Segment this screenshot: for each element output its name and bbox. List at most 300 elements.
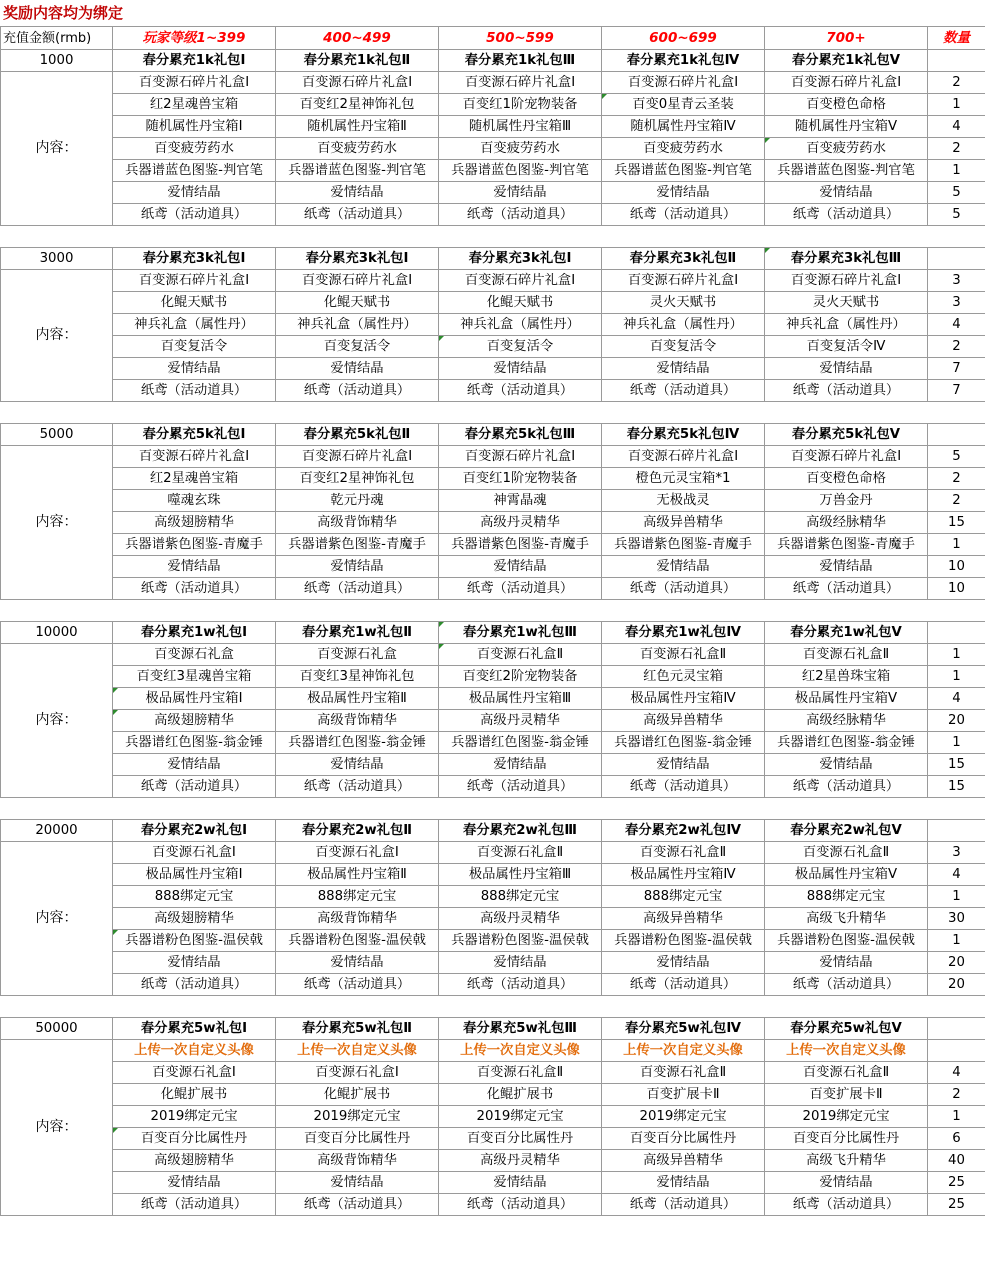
- reward-item[interactable]: 百变红2星神饰礼包: [276, 94, 439, 116]
- package-name[interactable]: 春分累充1k礼包Ⅲ: [439, 50, 602, 72]
- reward-item[interactable]: 爱情结晶: [113, 1172, 276, 1194]
- reward-item[interactable]: 百变源石礼盒Ⅱ: [602, 1062, 765, 1084]
- reward-item[interactable]: 百变复活令: [439, 336, 602, 358]
- reward-item[interactable]: 高级经脉精华: [765, 512, 928, 534]
- reward-item[interactable]: 百变百分比属性丹: [765, 1128, 928, 1150]
- reward-item[interactable]: 百变源石碎片礼盒Ⅰ: [113, 72, 276, 94]
- package-name[interactable]: 春分累充1k礼包Ⅳ: [602, 50, 765, 72]
- reward-item[interactable]: 纸鸢（活动道具）: [765, 204, 928, 226]
- reward-item[interactable]: 纸鸢（活动道具）: [765, 380, 928, 402]
- reward-item[interactable]: 乾元丹魂: [276, 490, 439, 512]
- reward-item[interactable]: 纸鸢（活动道具）: [276, 776, 439, 798]
- reward-item[interactable]: 高级异兽精华: [602, 1150, 765, 1172]
- reward-item[interactable]: 百变复活令: [602, 336, 765, 358]
- reward-item[interactable]: 百变红2阶宠物装备: [439, 666, 602, 688]
- reward-item[interactable]: 爱情结晶: [765, 1172, 928, 1194]
- reward-item[interactable]: 纸鸢（活动道具）: [276, 204, 439, 226]
- reward-item[interactable]: 百变红1阶宠物装备: [439, 468, 602, 490]
- reward-item[interactable]: 高级背饰精华: [276, 710, 439, 732]
- content-label[interactable]: 内容：: [1, 842, 113, 996]
- reward-item[interactable]: 爱情结晶: [765, 358, 928, 380]
- reward-item[interactable]: 爱情结晶: [765, 556, 928, 578]
- level-header[interactable]: 600~699: [602, 27, 765, 50]
- reward-item[interactable]: 爱情结晶: [602, 182, 765, 204]
- reward-quantity[interactable]: 4: [928, 1062, 985, 1084]
- reward-item[interactable]: 百变源石碎片礼盒Ⅰ: [765, 270, 928, 292]
- reward-item[interactable]: 兵器谱红色图鉴-翁金锤: [765, 732, 928, 754]
- reward-item[interactable]: 纸鸢（活动道具）: [602, 974, 765, 996]
- package-name[interactable]: 春分累充2w礼包Ⅲ: [439, 820, 602, 842]
- reward-item[interactable]: 百变疲劳药水: [602, 138, 765, 160]
- package-name[interactable]: 春分累充2w礼包I: [113, 820, 276, 842]
- reward-item[interactable]: 纸鸢（活动道具）: [276, 380, 439, 402]
- package-name[interactable]: 春分累充1w礼包I: [113, 622, 276, 644]
- reward-item[interactable]: 纸鸢（活动道具）: [602, 380, 765, 402]
- reward-item[interactable]: 高级异兽精华: [602, 512, 765, 534]
- reward-item[interactable]: 纸鸢（活动道具）: [113, 974, 276, 996]
- reward-quantity[interactable]: 30: [928, 908, 985, 930]
- reward-item[interactable]: 爱情结晶: [276, 358, 439, 380]
- reward-quantity[interactable]: 1: [928, 94, 985, 116]
- reward-item[interactable]: 爱情结晶: [113, 358, 276, 380]
- reward-quantity[interactable]: 3: [928, 842, 985, 864]
- reward-quantity[interactable]: 2: [928, 138, 985, 160]
- reward-item[interactable]: 纸鸢（活动道具）: [276, 974, 439, 996]
- reward-item[interactable]: 纸鸢（活动道具）: [113, 380, 276, 402]
- package-name[interactable]: 春分累充5w礼包Ⅲ: [439, 1018, 602, 1040]
- reward-item[interactable]: 爱情结晶: [439, 358, 602, 380]
- reward-quantity[interactable]: 2: [928, 72, 985, 94]
- reward-item[interactable]: 极品属性丹宝箱Ⅳ: [602, 864, 765, 886]
- reward-item[interactable]: 百变扩展卡Ⅱ: [602, 1084, 765, 1106]
- reward-item[interactable]: 神霄晶魂: [439, 490, 602, 512]
- package-name[interactable]: 春分累充3k礼包I: [439, 248, 602, 270]
- recharge-amount[interactable]: 50000: [1, 1018, 113, 1040]
- reward-item[interactable]: 纸鸢（活动道具）: [602, 776, 765, 798]
- reward-quantity[interactable]: 7: [928, 380, 985, 402]
- reward-item[interactable]: 纸鸢（活动道具）: [113, 1194, 276, 1216]
- quantity-cell[interactable]: [928, 622, 985, 644]
- reward-item[interactable]: 百变复活令: [276, 336, 439, 358]
- reward-item[interactable]: 爱情结晶: [276, 1172, 439, 1194]
- reward-item[interactable]: 纸鸢（活动道具）: [439, 776, 602, 798]
- reward-item[interactable]: 百变源石碎片礼盒Ⅰ: [439, 270, 602, 292]
- content-label[interactable]: 内容：: [1, 644, 113, 798]
- reward-item[interactable]: 化鲲天赋书: [276, 292, 439, 314]
- reward-item[interactable]: 爱情结晶: [439, 556, 602, 578]
- reward-item[interactable]: 百变源石碎片礼盒Ⅰ: [276, 72, 439, 94]
- reward-quantity[interactable]: 4: [928, 864, 985, 886]
- reward-item[interactable]: 神兵礼盒（属性丹）: [439, 314, 602, 336]
- reward-item[interactable]: 百变源石礼盒Ⅱ: [439, 644, 602, 666]
- reward-item[interactable]: 百变源石碎片礼盒Ⅰ: [276, 446, 439, 468]
- reward-item[interactable]: 纸鸢（活动道具）: [113, 578, 276, 600]
- reward-item[interactable]: 纸鸢（活动道具）: [439, 380, 602, 402]
- reward-quantity[interactable]: 7: [928, 358, 985, 380]
- level-header[interactable]: 玩家等级1~399: [113, 27, 276, 50]
- reward-item[interactable]: 高级异兽精华: [602, 908, 765, 930]
- reward-item[interactable]: 纸鸢（活动道具）: [113, 776, 276, 798]
- reward-item[interactable]: 兵器谱粉色图鉴-温侯戟: [276, 930, 439, 952]
- reward-item[interactable]: 爱情结晶: [113, 952, 276, 974]
- reward-item[interactable]: 随机属性丹宝箱Ⅳ: [602, 116, 765, 138]
- reward-item[interactable]: 百变疲劳药水: [439, 138, 602, 160]
- package-name[interactable]: 春分累充2w礼包Ⅳ: [602, 820, 765, 842]
- reward-item[interactable]: 极品属性丹宝箱Ⅱ: [276, 688, 439, 710]
- reward-item[interactable]: 爱情结晶: [439, 182, 602, 204]
- package-name[interactable]: 春分累充3k礼包I: [276, 248, 439, 270]
- reward-item[interactable]: 爱情结晶: [276, 182, 439, 204]
- reward-item[interactable]: 红色元灵宝箱: [602, 666, 765, 688]
- reward-item[interactable]: 神兵礼盒（属性丹）: [276, 314, 439, 336]
- reward-quantity[interactable]: 1: [928, 1106, 985, 1128]
- reward-item[interactable]: 兵器谱粉色图鉴-温侯戟: [765, 930, 928, 952]
- reward-item[interactable]: 百变源石礼盒Ⅱ: [602, 842, 765, 864]
- reward-item[interactable]: 百变扩展卡Ⅱ: [765, 1084, 928, 1106]
- reward-quantity[interactable]: 25: [928, 1172, 985, 1194]
- reward-item[interactable]: 百变百分比属性丹: [439, 1128, 602, 1150]
- reward-item[interactable]: 高级翅膀精华: [113, 1150, 276, 1172]
- content-label[interactable]: 内容：: [1, 446, 113, 600]
- recharge-amount[interactable]: 3000: [1, 248, 113, 270]
- reward-item[interactable]: 红2星魂兽宝箱: [113, 468, 276, 490]
- reward-item[interactable]: 百变百分比属性丹: [276, 1128, 439, 1150]
- reward-item[interactable]: 百变源石礼盒Ⅰ: [113, 842, 276, 864]
- reward-item[interactable]: 化鲲扩展书: [276, 1084, 439, 1106]
- recharge-amount[interactable]: 5000: [1, 424, 113, 446]
- reward-item[interactable]: 爱情结晶: [602, 952, 765, 974]
- reward-item[interactable]: 爱情结晶: [602, 556, 765, 578]
- content-label[interactable]: 内容：: [1, 72, 113, 226]
- reward-item[interactable]: 高级丹灵精华: [439, 1150, 602, 1172]
- reward-item[interactable]: 兵器谱紫色图鉴-青魔手: [113, 534, 276, 556]
- reward-item[interactable]: 化鲲天赋书: [113, 292, 276, 314]
- reward-item[interactable]: 百变源石碎片礼盒Ⅰ: [439, 446, 602, 468]
- reward-item[interactable]: 爱情结晶: [439, 952, 602, 974]
- package-name[interactable]: 春分累充3k礼包I: [113, 248, 276, 270]
- reward-item[interactable]: 兵器谱蓝色图鉴-判官笔: [602, 160, 765, 182]
- reward-item[interactable]: 高级飞升精华: [765, 908, 928, 930]
- reward-item[interactable]: 百变红1阶宠物装备: [439, 94, 602, 116]
- reward-item[interactable]: 百变百分比属性丹: [602, 1128, 765, 1150]
- reward-item[interactable]: 百变源石礼盒Ⅱ: [602, 644, 765, 666]
- reward-item[interactable]: 兵器谱蓝色图鉴-判官笔: [765, 160, 928, 182]
- package-name[interactable]: 春分累充5k礼包I: [113, 424, 276, 446]
- reward-item[interactable]: 纸鸢（活动道具）: [439, 578, 602, 600]
- reward-item[interactable]: 红2星魂兽宝箱: [113, 94, 276, 116]
- reward-item[interactable]: 高级翅膀精华: [113, 710, 276, 732]
- reward-item[interactable]: 极品属性丹宝箱Ⅰ: [113, 688, 276, 710]
- reward-item[interactable]: 高级丹灵精华: [439, 908, 602, 930]
- reward-item[interactable]: 百变源石礼盒Ⅱ: [765, 1062, 928, 1084]
- reward-item[interactable]: 888绑定元宝: [439, 886, 602, 908]
- reward-item[interactable]: 极品属性丹宝箱Ⅱ: [276, 864, 439, 886]
- quantity-cell[interactable]: [928, 424, 985, 446]
- recharge-amount[interactable]: 1000: [1, 50, 113, 72]
- reward-item[interactable]: 纸鸢（活动道具）: [765, 578, 928, 600]
- reward-item[interactable]: 兵器谱红色图鉴-翁金锤: [276, 732, 439, 754]
- reward-item[interactable]: 百变复活令: [113, 336, 276, 358]
- reward-quantity[interactable]: 1: [928, 534, 985, 556]
- special-reward[interactable]: 上传一次自定义头像: [765, 1040, 928, 1062]
- reward-item[interactable]: 兵器谱紫色图鉴-青魔手: [276, 534, 439, 556]
- reward-item[interactable]: 百变源石礼盒Ⅱ: [439, 842, 602, 864]
- reward-item[interactable]: 纸鸢（活动道具）: [439, 1194, 602, 1216]
- quantity-header[interactable]: 数量: [928, 27, 985, 50]
- reward-item[interactable]: 爱情结晶: [602, 358, 765, 380]
- reward-item[interactable]: 百变源石碎片礼盒Ⅰ: [439, 72, 602, 94]
- package-name[interactable]: 春分累充1k礼包Ⅴ: [765, 50, 928, 72]
- quantity-cell[interactable]: [928, 50, 985, 72]
- reward-item[interactable]: 百变疲劳药水: [113, 138, 276, 160]
- reward-item[interactable]: 百变百分比属性丹: [113, 1128, 276, 1150]
- quantity-cell[interactable]: [928, 248, 985, 270]
- reward-quantity[interactable]: 15: [928, 776, 985, 798]
- reward-item[interactable]: 神兵礼盒（属性丹）: [602, 314, 765, 336]
- reward-item[interactable]: 纸鸢（活动道具）: [602, 578, 765, 600]
- package-name[interactable]: 春分累充5w礼包Ⅱ: [276, 1018, 439, 1040]
- reward-item[interactable]: 2019绑定元宝: [276, 1106, 439, 1128]
- reward-item[interactable]: 888绑定元宝: [765, 886, 928, 908]
- reward-quantity[interactable]: 15: [928, 512, 985, 534]
- reward-quantity[interactable]: 1: [928, 930, 985, 952]
- special-reward[interactable]: 上传一次自定义头像: [602, 1040, 765, 1062]
- reward-item[interactable]: 888绑定元宝: [602, 886, 765, 908]
- special-reward[interactable]: 上传一次自定义头像: [276, 1040, 439, 1062]
- reward-quantity[interactable]: 3: [928, 292, 985, 314]
- reward-item[interactable]: 百变复活令Ⅳ: [765, 336, 928, 358]
- package-name[interactable]: 春分累充2w礼包Ⅴ: [765, 820, 928, 842]
- reward-item[interactable]: 百变源石礼盒Ⅰ: [276, 1062, 439, 1084]
- reward-item[interactable]: 极品属性丹宝箱Ⅴ: [765, 688, 928, 710]
- package-name[interactable]: 春分累充3k礼包Ⅱ: [602, 248, 765, 270]
- quantity-cell[interactable]: [928, 1040, 985, 1062]
- reward-item[interactable]: 噬魂玄珠: [113, 490, 276, 512]
- reward-quantity[interactable]: 6: [928, 1128, 985, 1150]
- reward-item[interactable]: 888绑定元宝: [276, 886, 439, 908]
- reward-item[interactable]: 高级丹灵精华: [439, 512, 602, 534]
- reward-item[interactable]: 随机属性丹宝箱Ⅴ: [765, 116, 928, 138]
- reward-item[interactable]: 兵器谱红色图鉴-翁金锤: [439, 732, 602, 754]
- reward-item[interactable]: 百变源石碎片礼盒Ⅰ: [602, 270, 765, 292]
- reward-item[interactable]: 灵火天赋书: [602, 292, 765, 314]
- reward-item[interactable]: 神兵礼盒（属性丹）: [765, 314, 928, 336]
- reward-quantity[interactable]: 1: [928, 666, 985, 688]
- reward-item[interactable]: 爱情结晶: [276, 952, 439, 974]
- reward-item[interactable]: 纸鸢（活动道具）: [439, 204, 602, 226]
- reward-item[interactable]: 百变疲劳药水: [276, 138, 439, 160]
- reward-item[interactable]: 纸鸢（活动道具）: [113, 204, 276, 226]
- reward-quantity[interactable]: 15: [928, 754, 985, 776]
- reward-item[interactable]: 高级翅膀精华: [113, 512, 276, 534]
- package-name[interactable]: 春分累充1k礼包Ⅱ: [276, 50, 439, 72]
- reward-item[interactable]: 灵火天赋书: [765, 292, 928, 314]
- reward-item[interactable]: 百变源石碎片礼盒Ⅰ: [113, 446, 276, 468]
- reward-item[interactable]: 纸鸢（活动道具）: [602, 1194, 765, 1216]
- reward-item[interactable]: 高级背饰精华: [276, 512, 439, 534]
- reward-quantity[interactable]: 3: [928, 270, 985, 292]
- reward-item[interactable]: 万兽金丹: [765, 490, 928, 512]
- reward-item[interactable]: 兵器谱粉色图鉴-温侯戟: [113, 930, 276, 952]
- reward-item[interactable]: 爱情结晶: [439, 1172, 602, 1194]
- reward-item[interactable]: 2019绑定元宝: [113, 1106, 276, 1128]
- reward-item[interactable]: 极品属性丹宝箱Ⅴ: [765, 864, 928, 886]
- reward-quantity[interactable]: 5: [928, 446, 985, 468]
- special-reward[interactable]: 上传一次自定义头像: [113, 1040, 276, 1062]
- package-name[interactable]: 春分累充5k礼包Ⅳ: [602, 424, 765, 446]
- reward-item[interactable]: 2019绑定元宝: [765, 1106, 928, 1128]
- reward-item[interactable]: 百变红3星魂兽宝箱: [113, 666, 276, 688]
- reward-item[interactable]: 纸鸢（活动道具）: [276, 1194, 439, 1216]
- reward-item[interactable]: 爱情结晶: [602, 1172, 765, 1194]
- package-name[interactable]: 春分累充5k礼包Ⅲ: [439, 424, 602, 446]
- reward-quantity[interactable]: 2: [928, 468, 985, 490]
- reward-quantity[interactable]: 4: [928, 116, 985, 138]
- package-name[interactable]: 春分累充5w礼包Ⅳ: [602, 1018, 765, 1040]
- reward-item[interactable]: 百变源石碎片礼盒Ⅰ: [602, 446, 765, 468]
- reward-item[interactable]: 百变0星青云圣装: [602, 94, 765, 116]
- reward-item[interactable]: 百变橙色命格: [765, 94, 928, 116]
- reward-item[interactable]: 随机属性丹宝箱Ⅱ: [276, 116, 439, 138]
- reward-quantity[interactable]: 4: [928, 314, 985, 336]
- reward-item[interactable]: 百变源石礼盒Ⅱ: [765, 842, 928, 864]
- reward-item[interactable]: 兵器谱红色图鉴-翁金锤: [602, 732, 765, 754]
- reward-item[interactable]: 红2星兽珠宝箱: [765, 666, 928, 688]
- package-name[interactable]: 春分累充5k礼包Ⅴ: [765, 424, 928, 446]
- reward-item[interactable]: 纸鸢（活动道具）: [602, 204, 765, 226]
- level-header[interactable]: 400~499: [276, 27, 439, 50]
- quantity-cell[interactable]: [928, 1018, 985, 1040]
- reward-item[interactable]: 兵器谱粉色图鉴-温侯戟: [602, 930, 765, 952]
- package-name[interactable]: 春分累充5w礼包I: [113, 1018, 276, 1040]
- reward-item[interactable]: 橙色元灵宝箱*1: [602, 468, 765, 490]
- reward-item[interactable]: 化鲲扩展书: [439, 1084, 602, 1106]
- reward-item[interactable]: 爱情结晶: [276, 754, 439, 776]
- reward-item[interactable]: 纸鸢（活动道具）: [765, 776, 928, 798]
- reward-quantity[interactable]: 20: [928, 710, 985, 732]
- reward-item[interactable]: 兵器谱紫色图鉴-青魔手: [765, 534, 928, 556]
- reward-item[interactable]: 爱情结晶: [276, 556, 439, 578]
- reward-item[interactable]: 百变源石碎片礼盒Ⅰ: [276, 270, 439, 292]
- reward-quantity[interactable]: 5: [928, 182, 985, 204]
- reward-item[interactable]: 百变源石碎片礼盒Ⅰ: [602, 72, 765, 94]
- reward-item[interactable]: 纸鸢（活动道具）: [765, 974, 928, 996]
- content-label[interactable]: 内容：: [1, 1040, 113, 1216]
- reward-quantity[interactable]: 2: [928, 1084, 985, 1106]
- reward-item[interactable]: 兵器谱紫色图鉴-青魔手: [439, 534, 602, 556]
- reward-item[interactable]: 兵器谱蓝色图鉴-判官笔: [439, 160, 602, 182]
- reward-item[interactable]: 高级背饰精华: [276, 1150, 439, 1172]
- reward-item[interactable]: 随机属性丹宝箱Ⅰ: [113, 116, 276, 138]
- reward-quantity[interactable]: 1: [928, 732, 985, 754]
- reward-item[interactable]: 高级翅膀精华: [113, 908, 276, 930]
- quantity-cell[interactable]: [928, 820, 985, 842]
- reward-item[interactable]: 百变红2星神饰礼包: [276, 468, 439, 490]
- reward-quantity[interactable]: 20: [928, 974, 985, 996]
- reward-item[interactable]: 纸鸢（活动道具）: [765, 1194, 928, 1216]
- reward-item[interactable]: 百变源石碎片礼盒Ⅰ: [113, 270, 276, 292]
- recharge-amount[interactable]: 20000: [1, 820, 113, 842]
- reward-quantity[interactable]: 1: [928, 160, 985, 182]
- package-name[interactable]: 春分累充1k礼包I: [113, 50, 276, 72]
- reward-quantity[interactable]: 2: [928, 490, 985, 512]
- reward-item[interactable]: 随机属性丹宝箱Ⅲ: [439, 116, 602, 138]
- reward-item[interactable]: 2019绑定元宝: [439, 1106, 602, 1128]
- reward-item[interactable]: 爱情结晶: [113, 556, 276, 578]
- reward-item[interactable]: 百变源石碎片礼盒Ⅰ: [765, 446, 928, 468]
- reward-quantity[interactable]: 10: [928, 556, 985, 578]
- reward-item[interactable]: 爱情结晶: [113, 182, 276, 204]
- reward-quantity[interactable]: 40: [928, 1150, 985, 1172]
- reward-item[interactable]: 化鲲天赋书: [439, 292, 602, 314]
- reward-item[interactable]: 百变源石礼盒Ⅱ: [439, 1062, 602, 1084]
- reward-item[interactable]: 888绑定元宝: [113, 886, 276, 908]
- package-name[interactable]: 春分累充1w礼包Ⅱ: [276, 622, 439, 644]
- reward-quantity[interactable]: 20: [928, 952, 985, 974]
- reward-quantity[interactable]: 1: [928, 886, 985, 908]
- reward-item[interactable]: 兵器谱蓝色图鉴-判官笔: [113, 160, 276, 182]
- reward-item[interactable]: 极品属性丹宝箱Ⅰ: [113, 864, 276, 886]
- reward-item[interactable]: 纸鸢（活动道具）: [439, 974, 602, 996]
- reward-quantity[interactable]: 4: [928, 688, 985, 710]
- reward-item[interactable]: 纸鸢（活动道具）: [276, 578, 439, 600]
- reward-quantity[interactable]: 2: [928, 336, 985, 358]
- reward-item[interactable]: 百变源石礼盒Ⅰ: [113, 1062, 276, 1084]
- reward-item[interactable]: 百变疲劳药水: [765, 138, 928, 160]
- package-name[interactable]: 春分累充2w礼包Ⅱ: [276, 820, 439, 842]
- reward-quantity[interactable]: 1: [928, 644, 985, 666]
- reward-item[interactable]: 爱情结晶: [439, 754, 602, 776]
- level-header[interactable]: 700+: [765, 27, 928, 50]
- content-label[interactable]: 内容：: [1, 270, 113, 402]
- package-name[interactable]: 春分累充1w礼包Ⅴ: [765, 622, 928, 644]
- reward-item[interactable]: 无极战灵: [602, 490, 765, 512]
- reward-item[interactable]: 化鲲扩展书: [113, 1084, 276, 1106]
- reward-item[interactable]: 爱情结晶: [113, 754, 276, 776]
- reward-item[interactable]: 高级异兽精华: [602, 710, 765, 732]
- package-name[interactable]: 春分累充5k礼包Ⅱ: [276, 424, 439, 446]
- special-reward[interactable]: 上传一次自定义头像: [439, 1040, 602, 1062]
- reward-item[interactable]: 爱情结晶: [765, 952, 928, 974]
- reward-item[interactable]: 百变橙色命格: [765, 468, 928, 490]
- reward-item[interactable]: 爱情结晶: [765, 182, 928, 204]
- package-name[interactable]: 春分累充3k礼包Ⅲ: [765, 248, 928, 270]
- reward-item[interactable]: 高级经脉精华: [765, 710, 928, 732]
- reward-item[interactable]: 高级背饰精华: [276, 908, 439, 930]
- reward-item[interactable]: 2019绑定元宝: [602, 1106, 765, 1128]
- reward-item[interactable]: 兵器谱红色图鉴-翁金锤: [113, 732, 276, 754]
- reward-item[interactable]: 极品属性丹宝箱Ⅳ: [602, 688, 765, 710]
- reward-quantity[interactable]: 10: [928, 578, 985, 600]
- reward-item[interactable]: 百变源石碎片礼盒Ⅰ: [765, 72, 928, 94]
- reward-item[interactable]: 兵器谱蓝色图鉴-判官笔: [276, 160, 439, 182]
- reward-item[interactable]: 极品属性丹宝箱Ⅲ: [439, 864, 602, 886]
- reward-item[interactable]: 百变源石礼盒Ⅱ: [765, 644, 928, 666]
- reward-item[interactable]: 百变红3星神饰礼包: [276, 666, 439, 688]
- package-name[interactable]: 春分累充5w礼包Ⅴ: [765, 1018, 928, 1040]
- reward-quantity[interactable]: 25: [928, 1194, 985, 1216]
- reward-item[interactable]: 爱情结晶: [602, 754, 765, 776]
- reward-item[interactable]: 百变源石礼盒: [113, 644, 276, 666]
- reward-item[interactable]: 兵器谱紫色图鉴-青魔手: [602, 534, 765, 556]
- reward-item[interactable]: 极品属性丹宝箱Ⅲ: [439, 688, 602, 710]
- reward-quantity[interactable]: 5: [928, 204, 985, 226]
- reward-item[interactable]: 兵器谱粉色图鉴-温侯戟: [439, 930, 602, 952]
- reward-item[interactable]: 百变源石礼盒: [276, 644, 439, 666]
- reward-item[interactable]: 高级丹灵精华: [439, 710, 602, 732]
- package-name[interactable]: 春分累充1w礼包Ⅲ: [439, 622, 602, 644]
- level-header[interactable]: 500~599: [439, 27, 602, 50]
